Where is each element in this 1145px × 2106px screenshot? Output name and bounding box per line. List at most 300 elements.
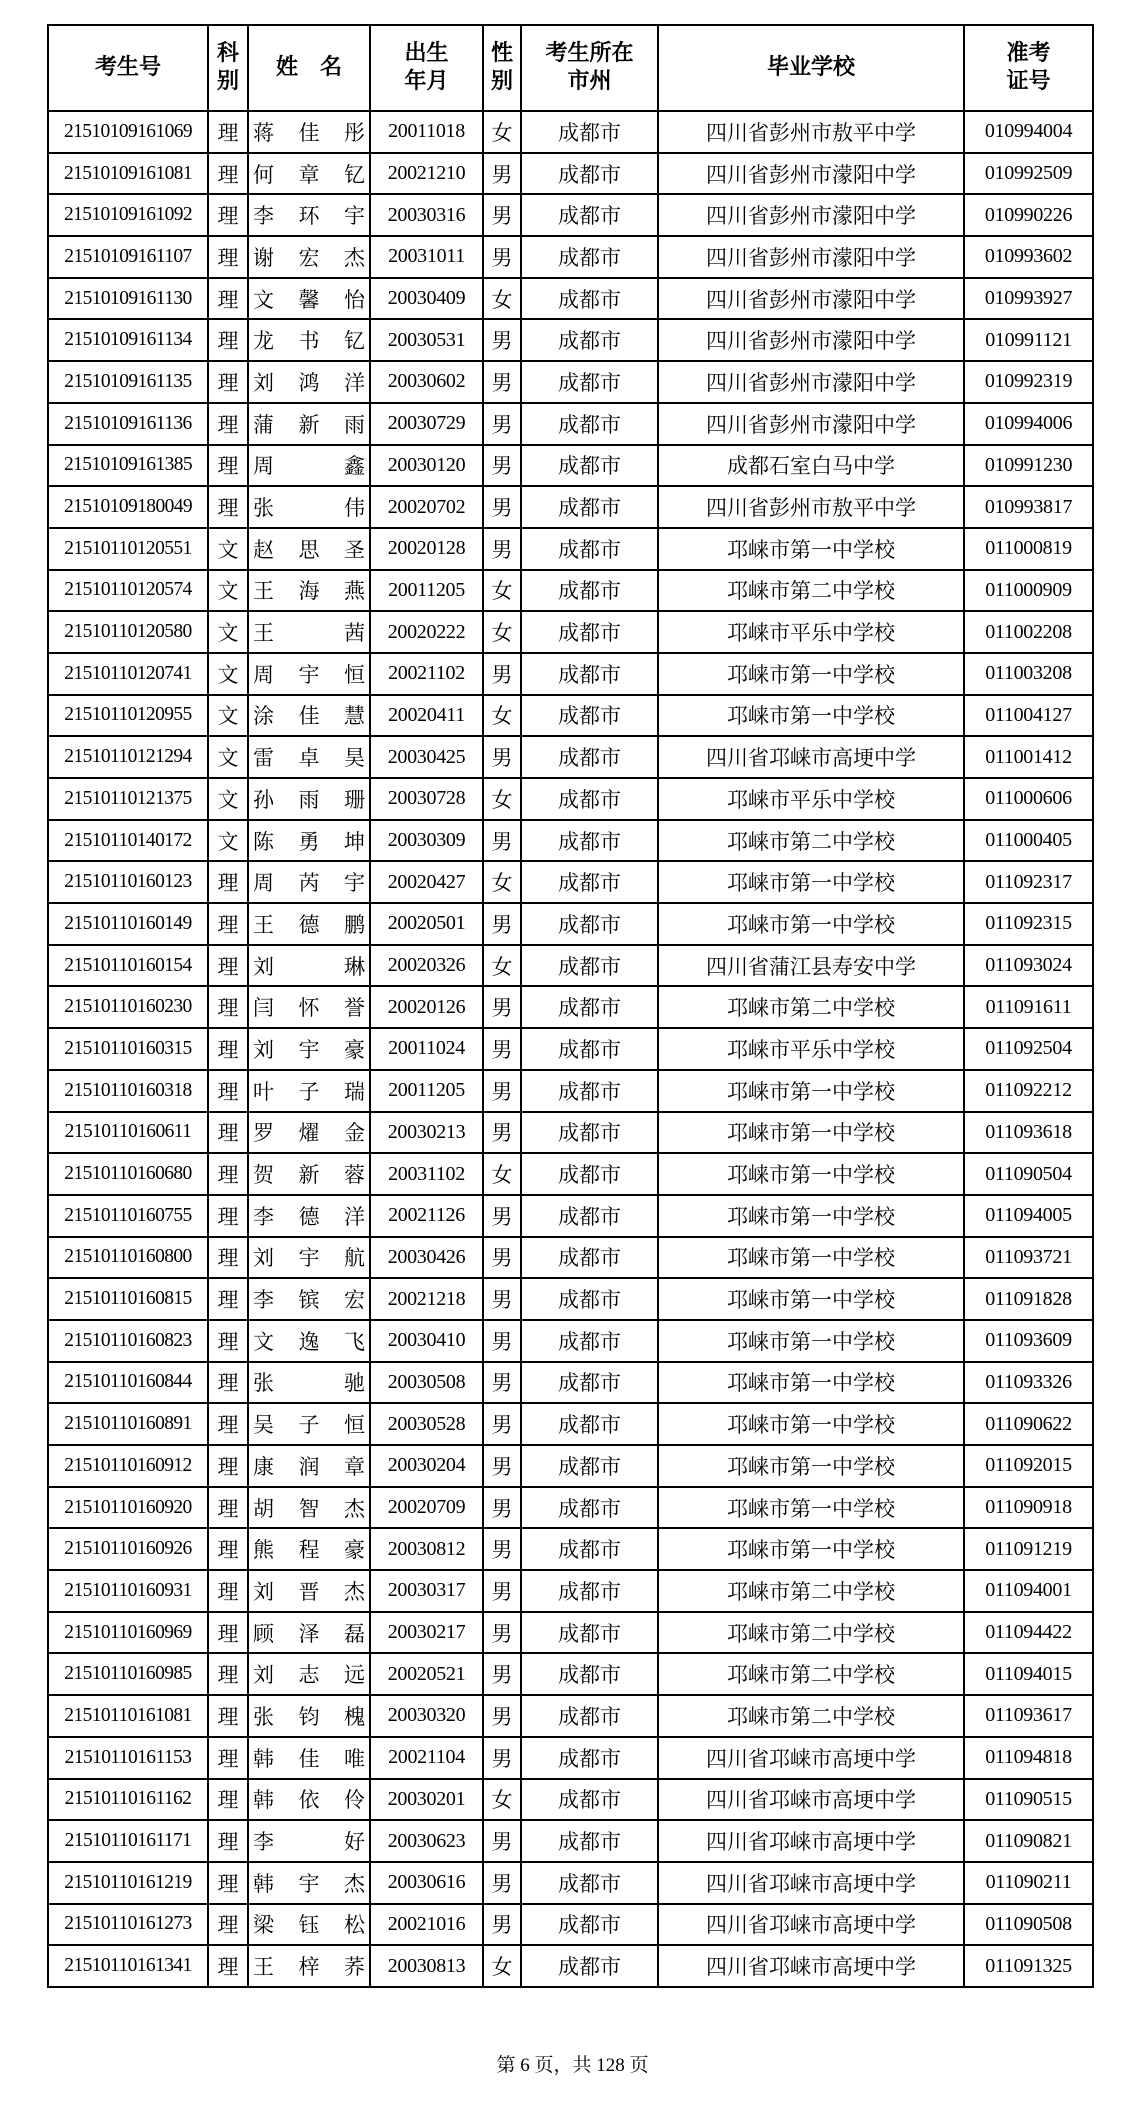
- cell-candidate-id: 21510110161081: [48, 1695, 208, 1737]
- table-row: [48, 194, 1093, 236]
- cell-subject: 理: [208, 1570, 248, 1612]
- cell-ticket-number: 011091219: [964, 1528, 1093, 1570]
- cell-birth-date: 20030317: [370, 1570, 483, 1612]
- cell-gender: 女: [483, 1153, 521, 1195]
- cell-birth-date: 20030204: [370, 1445, 483, 1487]
- cell-candidate-id: 21510110160149: [48, 903, 208, 945]
- cell-name: 文馨怡: [248, 278, 370, 320]
- cell-birth-date: 20030602: [370, 361, 483, 403]
- cell-name: 刘琳: [248, 945, 370, 987]
- table-row: [48, 1612, 1093, 1654]
- cell-city: 成都市: [521, 820, 658, 862]
- cell-subject: 理: [208, 111, 248, 153]
- cell-city: 成都市: [521, 1153, 658, 1195]
- cell-candidate-id: 21510109161081: [48, 153, 208, 195]
- cell-gender: 男: [483, 445, 521, 487]
- cell-ticket-number: 011091828: [964, 1278, 1093, 1320]
- cell-candidate-id: 21510109161134: [48, 319, 208, 361]
- cell-ticket-number: 010990226: [964, 194, 1093, 236]
- cell-birth-date: 20030320: [370, 1695, 483, 1737]
- table-row: [48, 1320, 1093, 1362]
- cell-school: 四川省彭州市濛阳中学: [658, 361, 964, 403]
- cell-ticket-number: 011092212: [964, 1070, 1093, 1112]
- cell-candidate-id: 21510110160920: [48, 1487, 208, 1529]
- cell-ticket-number: 011092315: [964, 903, 1093, 945]
- cell-birth-date: 20030616: [370, 1862, 483, 1904]
- cell-birth-date: 20030426: [370, 1237, 483, 1279]
- table-row: [48, 319, 1093, 361]
- cell-city: 成都市: [521, 194, 658, 236]
- cell-subject: 理: [208, 1528, 248, 1570]
- cell-gender: 男: [483, 820, 521, 862]
- cell-city: 成都市: [521, 1737, 658, 1779]
- cell-gender: 男: [483, 1737, 521, 1779]
- cell-candidate-id: 21510110160969: [48, 1612, 208, 1654]
- cell-name: 韩宇杰: [248, 1862, 370, 1904]
- table-row: [48, 611, 1093, 653]
- cell-candidate-id: 21510109161130: [48, 278, 208, 320]
- cell-name: 韩佳唯: [248, 1737, 370, 1779]
- table-row: [48, 1904, 1093, 1946]
- cell-school: 邛崃市平乐中学校: [658, 611, 964, 653]
- cell-school: 四川省彭州市敖平中学: [658, 111, 964, 153]
- cell-city: 成都市: [521, 1695, 658, 1737]
- cell-birth-date: 20011205: [370, 1070, 483, 1112]
- cell-birth-date: 20020411: [370, 695, 483, 737]
- cell-gender: 男: [483, 486, 521, 528]
- cell-city: 成都市: [521, 1904, 658, 1946]
- cell-birth-date: 20031102: [370, 1153, 483, 1195]
- header-city: 考生所在市州: [521, 25, 658, 111]
- table-row: [48, 361, 1093, 403]
- cell-gender: 男: [483, 1028, 521, 1070]
- cell-candidate-id: 21510110160931: [48, 1570, 208, 1612]
- cell-ticket-number: 010992509: [964, 153, 1093, 195]
- table-row: [48, 1862, 1093, 1904]
- cell-city: 成都市: [521, 236, 658, 278]
- cell-ticket-number: 011094422: [964, 1612, 1093, 1654]
- cell-gender: 男: [483, 1445, 521, 1487]
- cell-gender: 男: [483, 1570, 521, 1612]
- cell-name: 叶子瑞: [248, 1070, 370, 1112]
- cell-subject: 理: [208, 1737, 248, 1779]
- cell-subject: 文: [208, 653, 248, 695]
- cell-birth-date: 20030410: [370, 1320, 483, 1362]
- cell-school: 成都石室白马中学: [658, 445, 964, 487]
- table-row: [48, 1237, 1093, 1279]
- cell-subject: 理: [208, 1862, 248, 1904]
- cell-city: 成都市: [521, 1612, 658, 1654]
- cell-birth-date: 20021126: [370, 1195, 483, 1237]
- cell-name: 康润章: [248, 1445, 370, 1487]
- table-row: [48, 945, 1093, 987]
- cell-gender: 男: [483, 986, 521, 1028]
- cell-birth-date: 20020126: [370, 986, 483, 1028]
- cell-name: 顾泽磊: [248, 1612, 370, 1654]
- cell-birth-date: 20030528: [370, 1403, 483, 1445]
- cell-subject: 理: [208, 1237, 248, 1279]
- cell-name: 李镔宏: [248, 1278, 370, 1320]
- cell-name: 周鑫: [248, 445, 370, 487]
- cell-name: 王海燕: [248, 570, 370, 612]
- cell-subject: 理: [208, 1195, 248, 1237]
- cell-city: 成都市: [521, 528, 658, 570]
- cell-candidate-id: 21510110160823: [48, 1320, 208, 1362]
- cell-ticket-number: 011090622: [964, 1403, 1093, 1445]
- cell-subject: 理: [208, 1653, 248, 1695]
- cell-gender: 男: [483, 153, 521, 195]
- cell-city: 成都市: [521, 1403, 658, 1445]
- cell-city: 成都市: [521, 945, 658, 987]
- cell-ticket-number: 011002208: [964, 611, 1093, 653]
- cell-city: 成都市: [521, 1362, 658, 1404]
- cell-subject: 文: [208, 570, 248, 612]
- table-row: [48, 1528, 1093, 1570]
- cell-school: 邛崃市第一中学校: [658, 1195, 964, 1237]
- cell-subject: 文: [208, 695, 248, 737]
- cell-birth-date: 20030213: [370, 1112, 483, 1154]
- cell-city: 成都市: [521, 1445, 658, 1487]
- cell-school: 四川省邛崃市高埂中学: [658, 736, 964, 778]
- cell-city: 成都市: [521, 1278, 658, 1320]
- cell-school: 四川省邛崃市高埂中学: [658, 1862, 964, 1904]
- cell-candidate-id: 21510110160680: [48, 1153, 208, 1195]
- cell-gender: 男: [483, 1653, 521, 1695]
- cell-city: 成都市: [521, 1028, 658, 1070]
- cell-school: 四川省邛崃市高埂中学: [658, 1820, 964, 1862]
- cell-subject: 理: [208, 1820, 248, 1862]
- cell-gender: 男: [483, 1278, 521, 1320]
- cell-school: 邛崃市第一中学校: [658, 528, 964, 570]
- cell-candidate-id: 21510110160123: [48, 861, 208, 903]
- cell-ticket-number: 011091325: [964, 1945, 1093, 1987]
- table-row: [48, 695, 1093, 737]
- cell-name: 刘鸿洋: [248, 361, 370, 403]
- cell-subject: 文: [208, 611, 248, 653]
- cell-subject: 理: [208, 1278, 248, 1320]
- table-row: [48, 1570, 1093, 1612]
- cell-city: 成都市: [521, 611, 658, 653]
- cell-subject: 理: [208, 153, 248, 195]
- cell-candidate-id: 21510110160230: [48, 986, 208, 1028]
- cell-subject: 理: [208, 861, 248, 903]
- cell-gender: 女: [483, 1779, 521, 1821]
- cell-gender: 男: [483, 1487, 521, 1529]
- cell-name: 龙书钇: [248, 319, 370, 361]
- cell-city: 成都市: [521, 319, 658, 361]
- table-body: [48, 111, 1093, 1987]
- header-candidate-id: 考生号: [48, 25, 208, 111]
- cell-city: 成都市: [521, 111, 658, 153]
- cell-birth-date: 20030508: [370, 1362, 483, 1404]
- cell-name: 蒋佳彤: [248, 111, 370, 153]
- cell-birth-date: 20030316: [370, 194, 483, 236]
- cell-city: 成都市: [521, 1820, 658, 1862]
- cell-subject: 理: [208, 361, 248, 403]
- cell-birth-date: 20020427: [370, 861, 483, 903]
- cell-candidate-id: 21510110120580: [48, 611, 208, 653]
- cell-subject: 理: [208, 1320, 248, 1362]
- cell-school: 邛崃市平乐中学校: [658, 1028, 964, 1070]
- cell-gender: 男: [483, 236, 521, 278]
- cell-gender: 女: [483, 1945, 521, 1987]
- cell-birth-date: 20020702: [370, 486, 483, 528]
- cell-city: 成都市: [521, 1070, 658, 1112]
- cell-candidate-id: 21510110160912: [48, 1445, 208, 1487]
- cell-name: 赵思圣: [248, 528, 370, 570]
- table-row: [48, 1028, 1093, 1070]
- cell-school: 四川省蒲江县寿安中学: [658, 945, 964, 987]
- cell-ticket-number: 011090508: [964, 1904, 1093, 1946]
- cell-candidate-id: 21510110140172: [48, 820, 208, 862]
- cell-name: 文逸飞: [248, 1320, 370, 1362]
- cell-candidate-id: 21510110161162: [48, 1779, 208, 1821]
- cell-subject: 理: [208, 236, 248, 278]
- cell-school: 四川省邛崃市高埂中学: [658, 1945, 964, 1987]
- cell-name: 刘晋杰: [248, 1570, 370, 1612]
- table-row: [48, 1945, 1093, 1987]
- cell-city: 成都市: [521, 1528, 658, 1570]
- cell-city: 成都市: [521, 361, 658, 403]
- cell-gender: 男: [483, 361, 521, 403]
- table-row: [48, 486, 1093, 528]
- cell-school: 四川省彭州市濛阳中学: [658, 278, 964, 320]
- cell-school: 邛崃市第二中学校: [658, 1612, 964, 1654]
- table-row: [48, 1112, 1093, 1154]
- cell-birth-date: 20021102: [370, 653, 483, 695]
- cell-subject: 理: [208, 1362, 248, 1404]
- cell-birth-date: 20020326: [370, 945, 483, 987]
- cell-name: 李好: [248, 1820, 370, 1862]
- cell-city: 成都市: [521, 903, 658, 945]
- cell-city: 成都市: [521, 1112, 658, 1154]
- cell-birth-date: 20030729: [370, 403, 483, 445]
- cell-candidate-id: 21510110161341: [48, 1945, 208, 1987]
- cell-candidate-id: 21510110160318: [48, 1070, 208, 1112]
- cell-name: 张钧槐: [248, 1695, 370, 1737]
- cell-school: 邛崃市第一中学校: [658, 695, 964, 737]
- table-row: [48, 736, 1093, 778]
- cell-school: 邛崃市第一中学校: [658, 1278, 964, 1320]
- cell-gender: 男: [483, 1070, 521, 1112]
- cell-ticket-number: 010994006: [964, 403, 1093, 445]
- cell-gender: 女: [483, 570, 521, 612]
- cell-candidate-id: 21510110160154: [48, 945, 208, 987]
- cell-gender: 男: [483, 528, 521, 570]
- cell-subject: 理: [208, 903, 248, 945]
- cell-birth-date: 20030425: [370, 736, 483, 778]
- cell-subject: 理: [208, 945, 248, 987]
- cell-gender: 女: [483, 111, 521, 153]
- cell-gender: 男: [483, 1195, 521, 1237]
- cell-birth-date: 20021016: [370, 1904, 483, 1946]
- cell-name: 雷卓昊: [248, 736, 370, 778]
- cell-school: 邛崃市第一中学校: [658, 1070, 964, 1112]
- table-row: [48, 820, 1093, 862]
- cell-birth-date: 20030120: [370, 445, 483, 487]
- cell-school: 邛崃市第二中学校: [658, 986, 964, 1028]
- cell-name: 蒲新雨: [248, 403, 370, 445]
- cell-gender: 女: [483, 611, 521, 653]
- table-row: [48, 111, 1093, 153]
- cell-school: 邛崃市第一中学校: [658, 1237, 964, 1279]
- cell-name: 何章钇: [248, 153, 370, 195]
- cell-gender: 女: [483, 778, 521, 820]
- cell-candidate-id: 21510109161136: [48, 403, 208, 445]
- cell-ticket-number: 011094001: [964, 1570, 1093, 1612]
- cell-ticket-number: 011094015: [964, 1653, 1093, 1695]
- cell-candidate-id: 21510110160800: [48, 1237, 208, 1279]
- cell-gender: 男: [483, 1528, 521, 1570]
- cell-ticket-number: 011004127: [964, 695, 1093, 737]
- cell-birth-date: 20030309: [370, 820, 483, 862]
- cell-school: 邛崃市第一中学校: [658, 653, 964, 695]
- cell-subject: 理: [208, 1445, 248, 1487]
- header-school: 毕业学校: [658, 25, 964, 111]
- cell-city: 成都市: [521, 278, 658, 320]
- cell-gender: 男: [483, 653, 521, 695]
- cell-gender: 男: [483, 1237, 521, 1279]
- cell-name: 周宇恒: [248, 653, 370, 695]
- cell-subject: 文: [208, 736, 248, 778]
- cell-school: 四川省彭州市敖平中学: [658, 486, 964, 528]
- cell-gender: 女: [483, 861, 521, 903]
- cell-city: 成都市: [521, 403, 658, 445]
- cell-name: 周芮宇: [248, 861, 370, 903]
- cell-ticket-number: 011090515: [964, 1779, 1093, 1821]
- cell-ticket-number: 011092317: [964, 861, 1093, 903]
- cell-birth-date: 20021210: [370, 153, 483, 195]
- cell-candidate-id: 21510109161069: [48, 111, 208, 153]
- cell-subject: 理: [208, 1153, 248, 1195]
- table-row: [48, 570, 1093, 612]
- table-row: [48, 1403, 1093, 1445]
- cell-birth-date: 20011024: [370, 1028, 483, 1070]
- cell-birth-date: 20031011: [370, 236, 483, 278]
- table-row: [48, 1695, 1093, 1737]
- cell-name: 韩依伶: [248, 1779, 370, 1821]
- cell-name: 刘宇豪: [248, 1028, 370, 1070]
- cell-school: 四川省邛崃市高埂中学: [658, 1779, 964, 1821]
- cell-ticket-number: 010991121: [964, 319, 1093, 361]
- table-row: [48, 778, 1093, 820]
- table-row: [48, 986, 1093, 1028]
- cell-name: 王茜: [248, 611, 370, 653]
- cell-candidate-id: 21510110161273: [48, 1904, 208, 1946]
- cell-city: 成都市: [521, 736, 658, 778]
- cell-birth-date: 20030812: [370, 1528, 483, 1570]
- cell-gender: 男: [483, 1904, 521, 1946]
- cell-ticket-number: 011000819: [964, 528, 1093, 570]
- cell-ticket-number: 011000405: [964, 820, 1093, 862]
- cell-school: 四川省彭州市濛阳中学: [658, 403, 964, 445]
- cell-ticket-number: 011000606: [964, 778, 1093, 820]
- cell-birth-date: 20021218: [370, 1278, 483, 1320]
- cell-candidate-id: 21510109161135: [48, 361, 208, 403]
- cell-gender: 男: [483, 403, 521, 445]
- candidate-table: [47, 24, 1094, 1988]
- cell-ticket-number: 011090918: [964, 1487, 1093, 1529]
- cell-subject: 文: [208, 820, 248, 862]
- table-row: [48, 278, 1093, 320]
- cell-ticket-number: 011094005: [964, 1195, 1093, 1237]
- cell-ticket-number: 010993602: [964, 236, 1093, 278]
- cell-subject: 理: [208, 278, 248, 320]
- header-ticket: 准考证号: [964, 25, 1093, 111]
- cell-ticket-number: 011093721: [964, 1237, 1093, 1279]
- cell-birth-date: 20030201: [370, 1779, 483, 1821]
- cell-candidate-id: 21510110160755: [48, 1195, 208, 1237]
- cell-ticket-number: 011093618: [964, 1112, 1093, 1154]
- cell-gender: 男: [483, 1112, 521, 1154]
- cell-school: 四川省彭州市濛阳中学: [658, 319, 964, 361]
- cell-school: 邛崃市第一中学校: [658, 1487, 964, 1529]
- cell-name: 刘宇航: [248, 1237, 370, 1279]
- cell-subject: 理: [208, 1695, 248, 1737]
- header-gender: 性别: [483, 25, 521, 111]
- cell-city: 成都市: [521, 695, 658, 737]
- cell-ticket-number: 011001412: [964, 736, 1093, 778]
- cell-subject: 理: [208, 1028, 248, 1070]
- cell-name: 李环宇: [248, 194, 370, 236]
- table-row: [48, 1653, 1093, 1695]
- cell-birth-date: 20021104: [370, 1737, 483, 1779]
- cell-name: 陈勇坤: [248, 820, 370, 862]
- table-row: [48, 403, 1093, 445]
- cell-gender: 男: [483, 1320, 521, 1362]
- cell-candidate-id: 21510110161219: [48, 1862, 208, 1904]
- cell-candidate-id: 21510110160315: [48, 1028, 208, 1070]
- table-row: [48, 1362, 1093, 1404]
- table-row: [48, 1153, 1093, 1195]
- cell-birth-date: 20030531: [370, 319, 483, 361]
- cell-ticket-number: 011000909: [964, 570, 1093, 612]
- cell-city: 成都市: [521, 486, 658, 528]
- cell-school: 邛崃市第一中学校: [658, 903, 964, 945]
- cell-candidate-id: 21510110120551: [48, 528, 208, 570]
- cell-ticket-number: 011092504: [964, 1028, 1093, 1070]
- cell-school: 邛崃市第一中学校: [658, 1112, 964, 1154]
- cell-gender: 女: [483, 278, 521, 320]
- cell-school: 邛崃市第二中学校: [658, 1570, 964, 1612]
- table-row: [48, 653, 1093, 695]
- cell-city: 成都市: [521, 153, 658, 195]
- table-row: [48, 1737, 1093, 1779]
- cell-city: 成都市: [521, 1779, 658, 1821]
- cell-subject: 理: [208, 986, 248, 1028]
- cell-candidate-id: 21510110160891: [48, 1403, 208, 1445]
- cell-candidate-id: 21510109161092: [48, 194, 208, 236]
- cell-city: 成都市: [521, 1487, 658, 1529]
- cell-candidate-id: 21510110160985: [48, 1653, 208, 1695]
- cell-candidate-id: 21510110160611: [48, 1112, 208, 1154]
- cell-name: 王梓荞: [248, 1945, 370, 1987]
- header-subject: 科别: [208, 25, 248, 111]
- cell-birth-date: 20020521: [370, 1653, 483, 1695]
- cell-school: 四川省邛崃市高埂中学: [658, 1904, 964, 1946]
- cell-gender: 男: [483, 1695, 521, 1737]
- cell-name: 闫怀誉: [248, 986, 370, 1028]
- table-row: [48, 1779, 1093, 1821]
- cell-candidate-id: 21510110121294: [48, 736, 208, 778]
- cell-birth-date: 20030728: [370, 778, 483, 820]
- cell-city: 成都市: [521, 861, 658, 903]
- cell-ticket-number: 010992319: [964, 361, 1093, 403]
- cell-gender: 男: [483, 736, 521, 778]
- cell-ticket-number: 010993927: [964, 278, 1093, 320]
- cell-city: 成都市: [521, 1320, 658, 1362]
- cell-city: 成都市: [521, 986, 658, 1028]
